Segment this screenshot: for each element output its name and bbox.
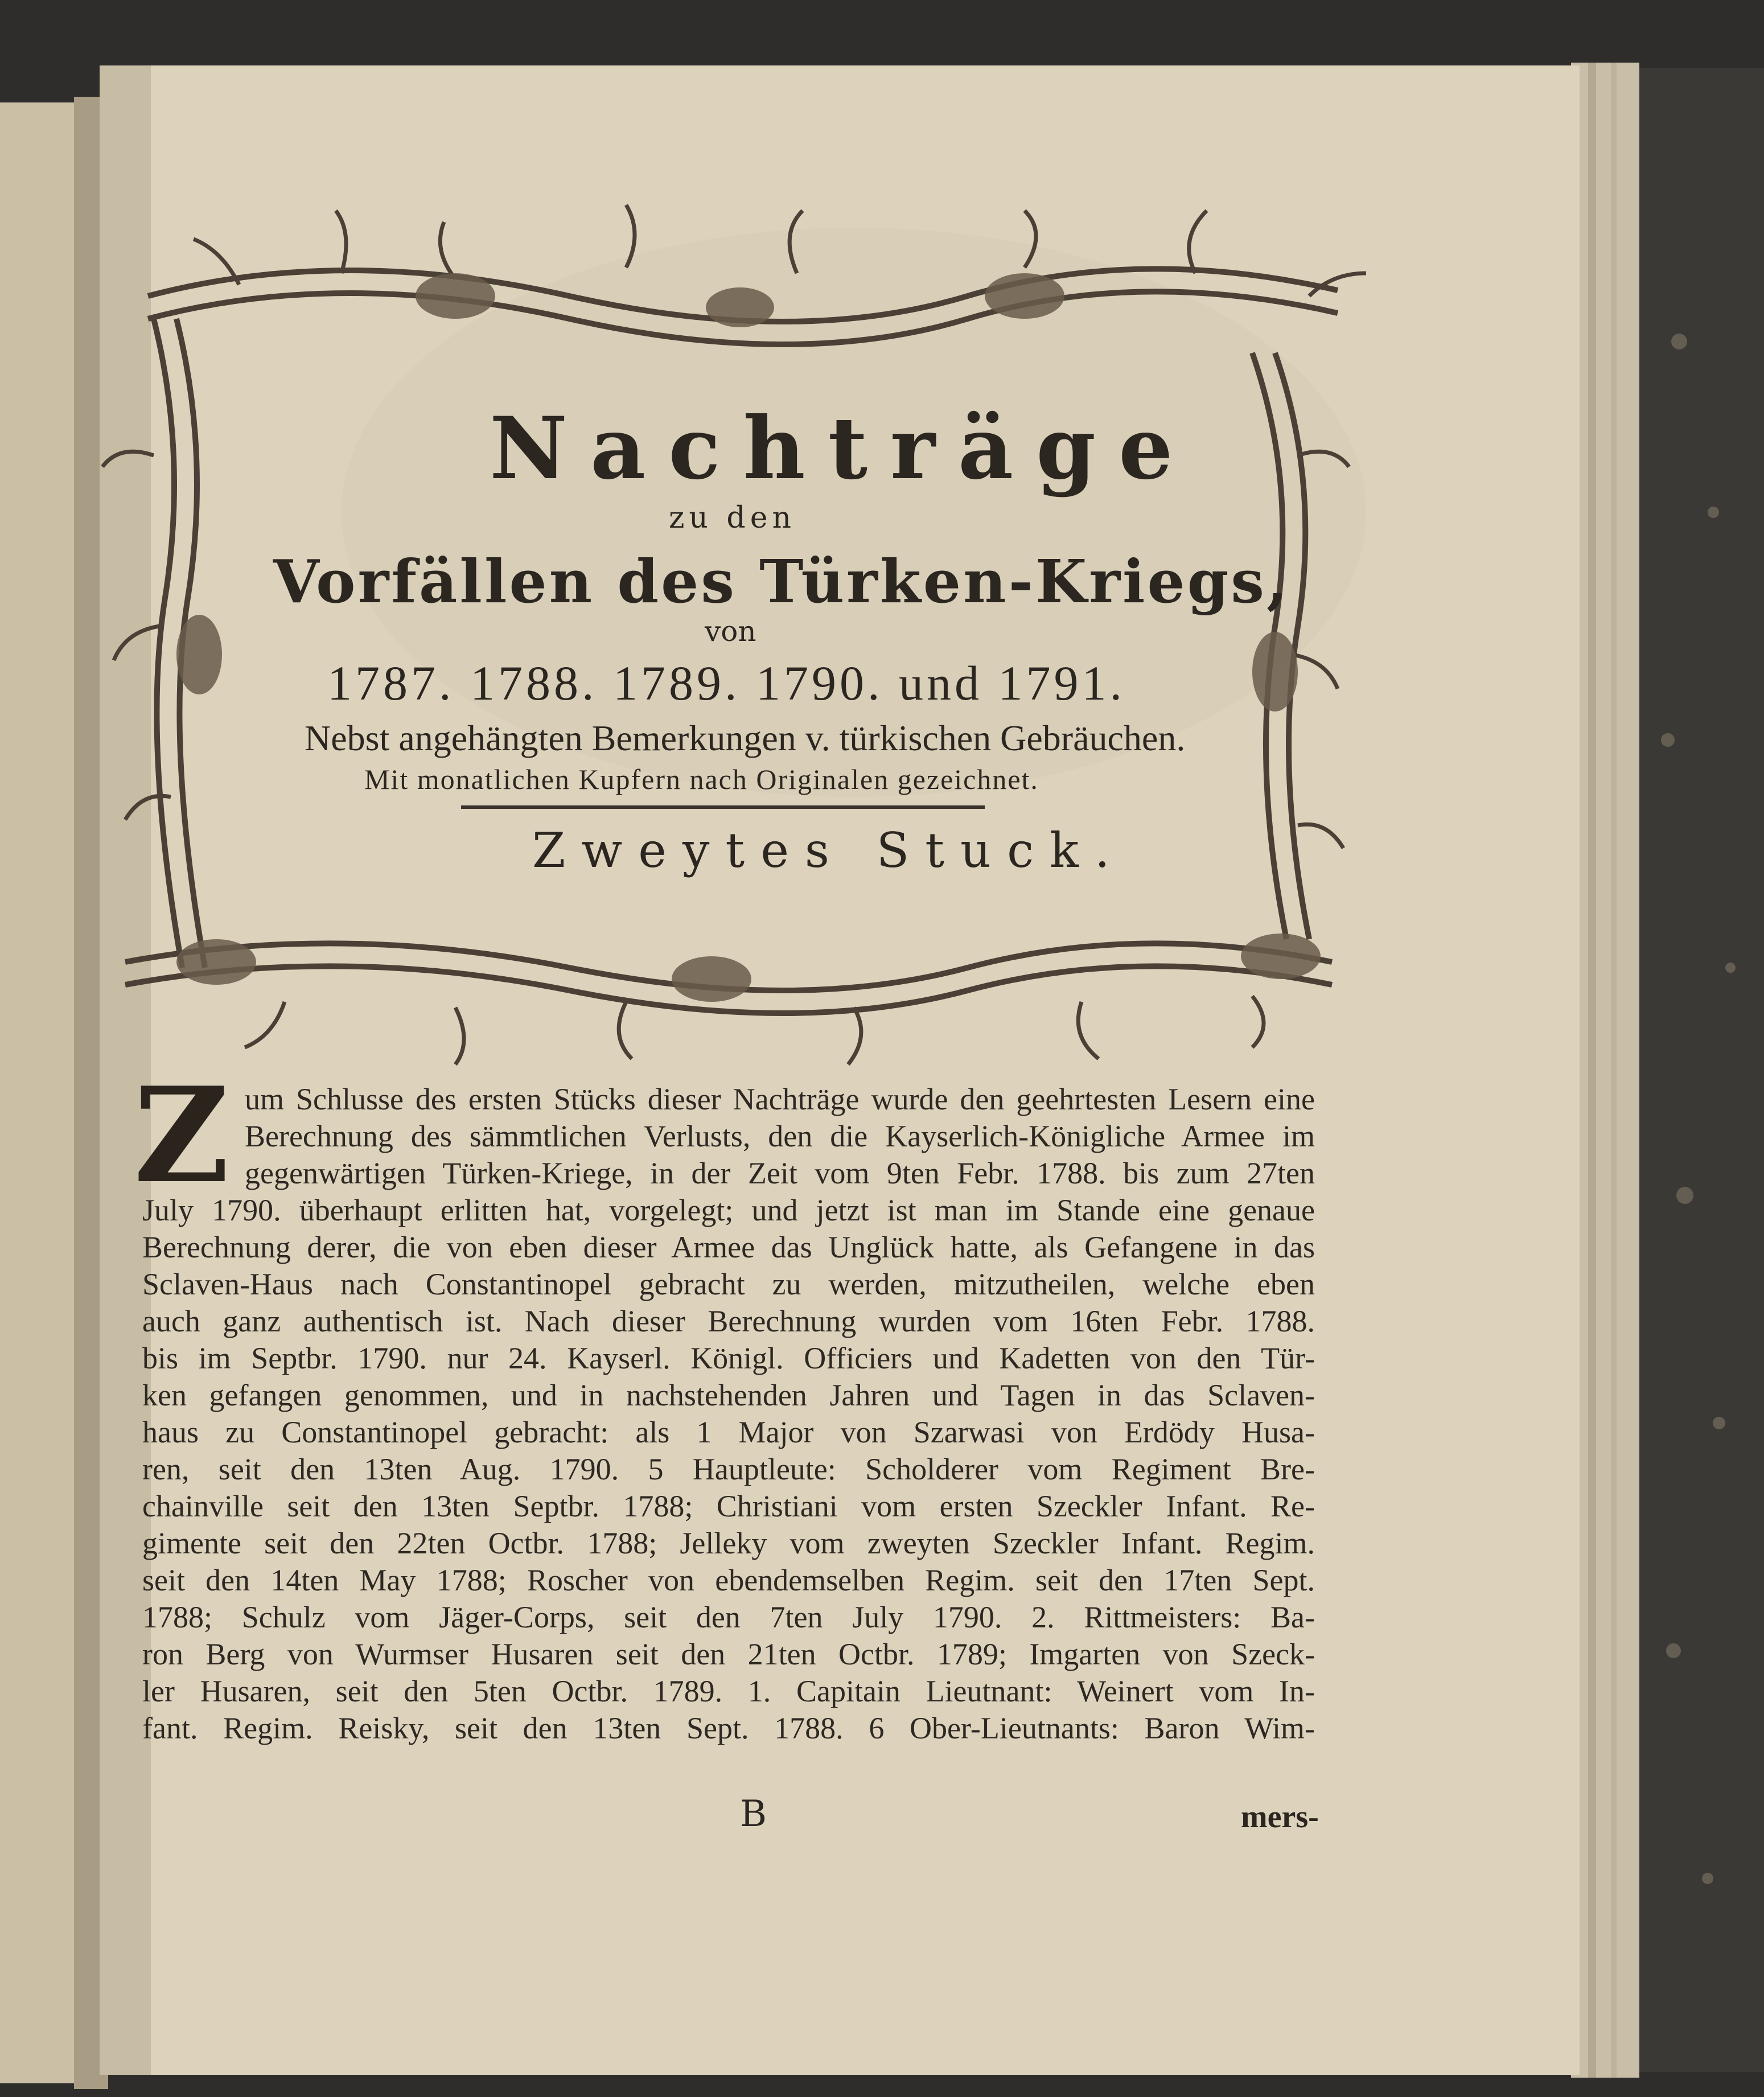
body-line: gegenwärtigen Türken-Kriege, in der Zeit vom 9ten Febr. 1788. bis zum 27ten (245, 1156, 1315, 1190)
body-line: ken gefangen genommen, und in nachstehenden Jahren und Tagen in das Sclaven- (142, 1378, 1315, 1412)
body-line: seit den 14ten May 1788; Roscher von ebendemselben Regim. seit den 17ten Sept. (142, 1563, 1315, 1597)
catchword: mers- (1241, 1799, 1319, 1835)
body-line: Berechnung des sämmtlichen Verlusts, den die Kayserlich-Königliche Armee im (245, 1119, 1315, 1153)
title-line-zu-den: zu den (669, 501, 796, 535)
body-line: auch ganz authentisch ist. Nach dieser Berechnung wurden vom 16ten Febr. 1788. (142, 1304, 1315, 1338)
body-line: um Schlusse des ersten Stücks dieser Nachträge wurde den geehrtesten Lesern eine (245, 1082, 1315, 1116)
title-line-stueck: Zweytes Stuck. (532, 823, 1126, 878)
body-line: ron Berg von Wurmser Husaren seit den 21ten Octbr. 1789; Imgarten von Szeck- (142, 1637, 1315, 1671)
title-line-vorfaellen: Vorfällen des Türken-Kriegs, (273, 546, 1290, 616)
body-line: Sclaven-Haus nach Constantinopel gebracht zu werden, mitzutheilen, welche eben (142, 1267, 1315, 1301)
body-line: bis im Septbr. 1790. nur 24. Kayserl. Königl. Officiers und Kadetten von den Tür- (142, 1341, 1315, 1375)
title-line-nebst: Nebst angehängten Bemerkungen v. türkischen Gebräuchen. (305, 718, 1186, 758)
title-rule (461, 805, 985, 809)
body-line: chainville seit den 13ten Septbr. 1788; Christiani vom ersten Szeckler Infant. Re- (142, 1489, 1315, 1523)
body-line: fant. Regim. Reisky, seit den 13ten Sept. 1788. 6 Ober-Lieutnants: Baron Wim- (142, 1711, 1315, 1745)
drop-cap: Z (134, 1059, 229, 1212)
body-line: ren, seit den 13ten Aug. 1790. 5 Hauptleute: Scholderer vom Regiment Bre- (142, 1452, 1315, 1486)
body-line: Berechnung derer, die von eben dieser Armee das Unglück hatte, als Gefangene in das (142, 1230, 1315, 1264)
body-line: 1788; Schulz vom Jäger-Corps, seit den 7ten July 1790. 2. Rittmeisters: Ba- (142, 1600, 1315, 1634)
title-line-mit: Mit monatlichen Kupfern nach Originalen gezeichnet. (364, 763, 1039, 795)
body-line: July 1790. überhaupt erlitten hat, vorgelegt; und jetzt ist man im Stande eine genaue (142, 1193, 1315, 1227)
body-line: ler Husaren, seit den 5ten Octbr. 1789. 1. Capitain Lieutnant: Weinert vom In- (142, 1674, 1315, 1708)
signature-mark: B (740, 1793, 767, 1835)
title-line-years: 1787. 1788. 1789. 1790. und 1791. (327, 656, 1125, 710)
main-title: Nachträge (490, 398, 1196, 499)
body-line: haus zu Constantinopel gebracht: als 1 Major von Szarwasi von Erdödy Husa- (142, 1415, 1315, 1449)
body-line: gimente seit den 22ten Octbr. 1788; Jelleky vom zweyten Szeckler Infant. Regim. (142, 1526, 1315, 1560)
title-line-von: von (705, 615, 756, 648)
